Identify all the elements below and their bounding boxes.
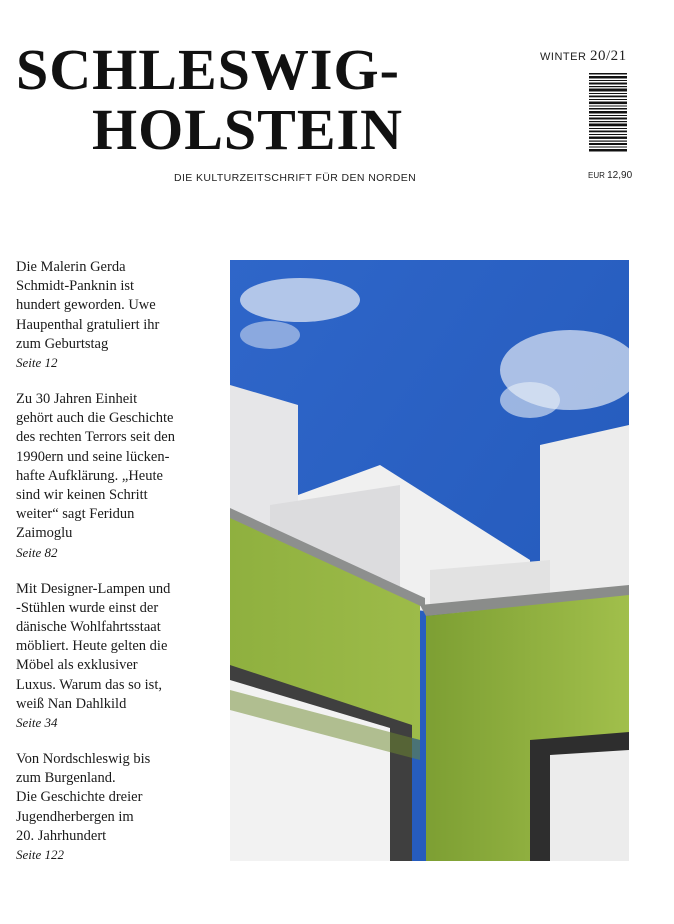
architecture-illustration <box>230 260 629 861</box>
cloud <box>240 321 300 349</box>
issue-season: WINTER <box>540 51 587 63</box>
teaser-page-ref: Seite 12 <box>16 355 58 371</box>
teaser-3 <box>16 580 216 732</box>
price-currency: EUR <box>588 171 605 180</box>
white-wall <box>540 425 629 595</box>
teaser-text: Die Malerin Gerda Schmidt-Panknin ist hundert geworden. Uwe Haupenthal gratuliert ihr zum Geburtstag <box>16 259 160 352</box>
teaser-2 <box>16 390 216 562</box>
issue-label <box>540 48 627 65</box>
issue-number: 20/21 <box>589 48 627 64</box>
teaser-page-ref: Seite 34 <box>16 715 58 731</box>
cloud <box>500 382 560 418</box>
teaser-page-ref: Seite 82 <box>16 544 58 560</box>
barcode-graphic <box>583 73 627 153</box>
magazine-subtitle: DIE KULTURZEITSCHRIFT FÜR DEN NORDEN <box>174 172 417 184</box>
teaser-1 <box>16 258 216 372</box>
title-line-2: HOLSTEIN <box>92 97 403 162</box>
cover-photo <box>230 260 629 861</box>
price-label <box>588 170 632 181</box>
window-glass <box>550 750 629 861</box>
magazine-title <box>16 37 416 162</box>
teaser-text: Zu 30 Jahren Einheit gehört auch die Geschichte des rechten Terrors seit den 1990ern und seine lücken- hafte Aufklärung. „Heute sind wir keinen Schritt weiter“ sagt Feridun Zaimoglu <box>16 391 175 542</box>
teaser-page-ref: Seite 122 <box>16 847 65 863</box>
teaser-text: Von Nordschleswig bis zum Burgenland. Die Geschichte dreier Jugendherbergen im 20. Jahrhundert <box>16 751 151 844</box>
title-line-1: SCHLESWIG- <box>16 37 400 102</box>
teaser-4 <box>16 750 216 864</box>
teaser-text: Mit Designer-Lampen und -Stühlen wurde einst der dänische Wohlfahrtsstaat möbliert. Heute gelten die Möbel als exklusiver Luxus. Warum das so ist, weiß Nan Dahlkild <box>16 580 171 712</box>
cloud <box>240 278 360 322</box>
price-amount: 12,90 <box>607 170 633 181</box>
teaser-list <box>16 258 216 882</box>
barcode <box>583 73 627 153</box>
